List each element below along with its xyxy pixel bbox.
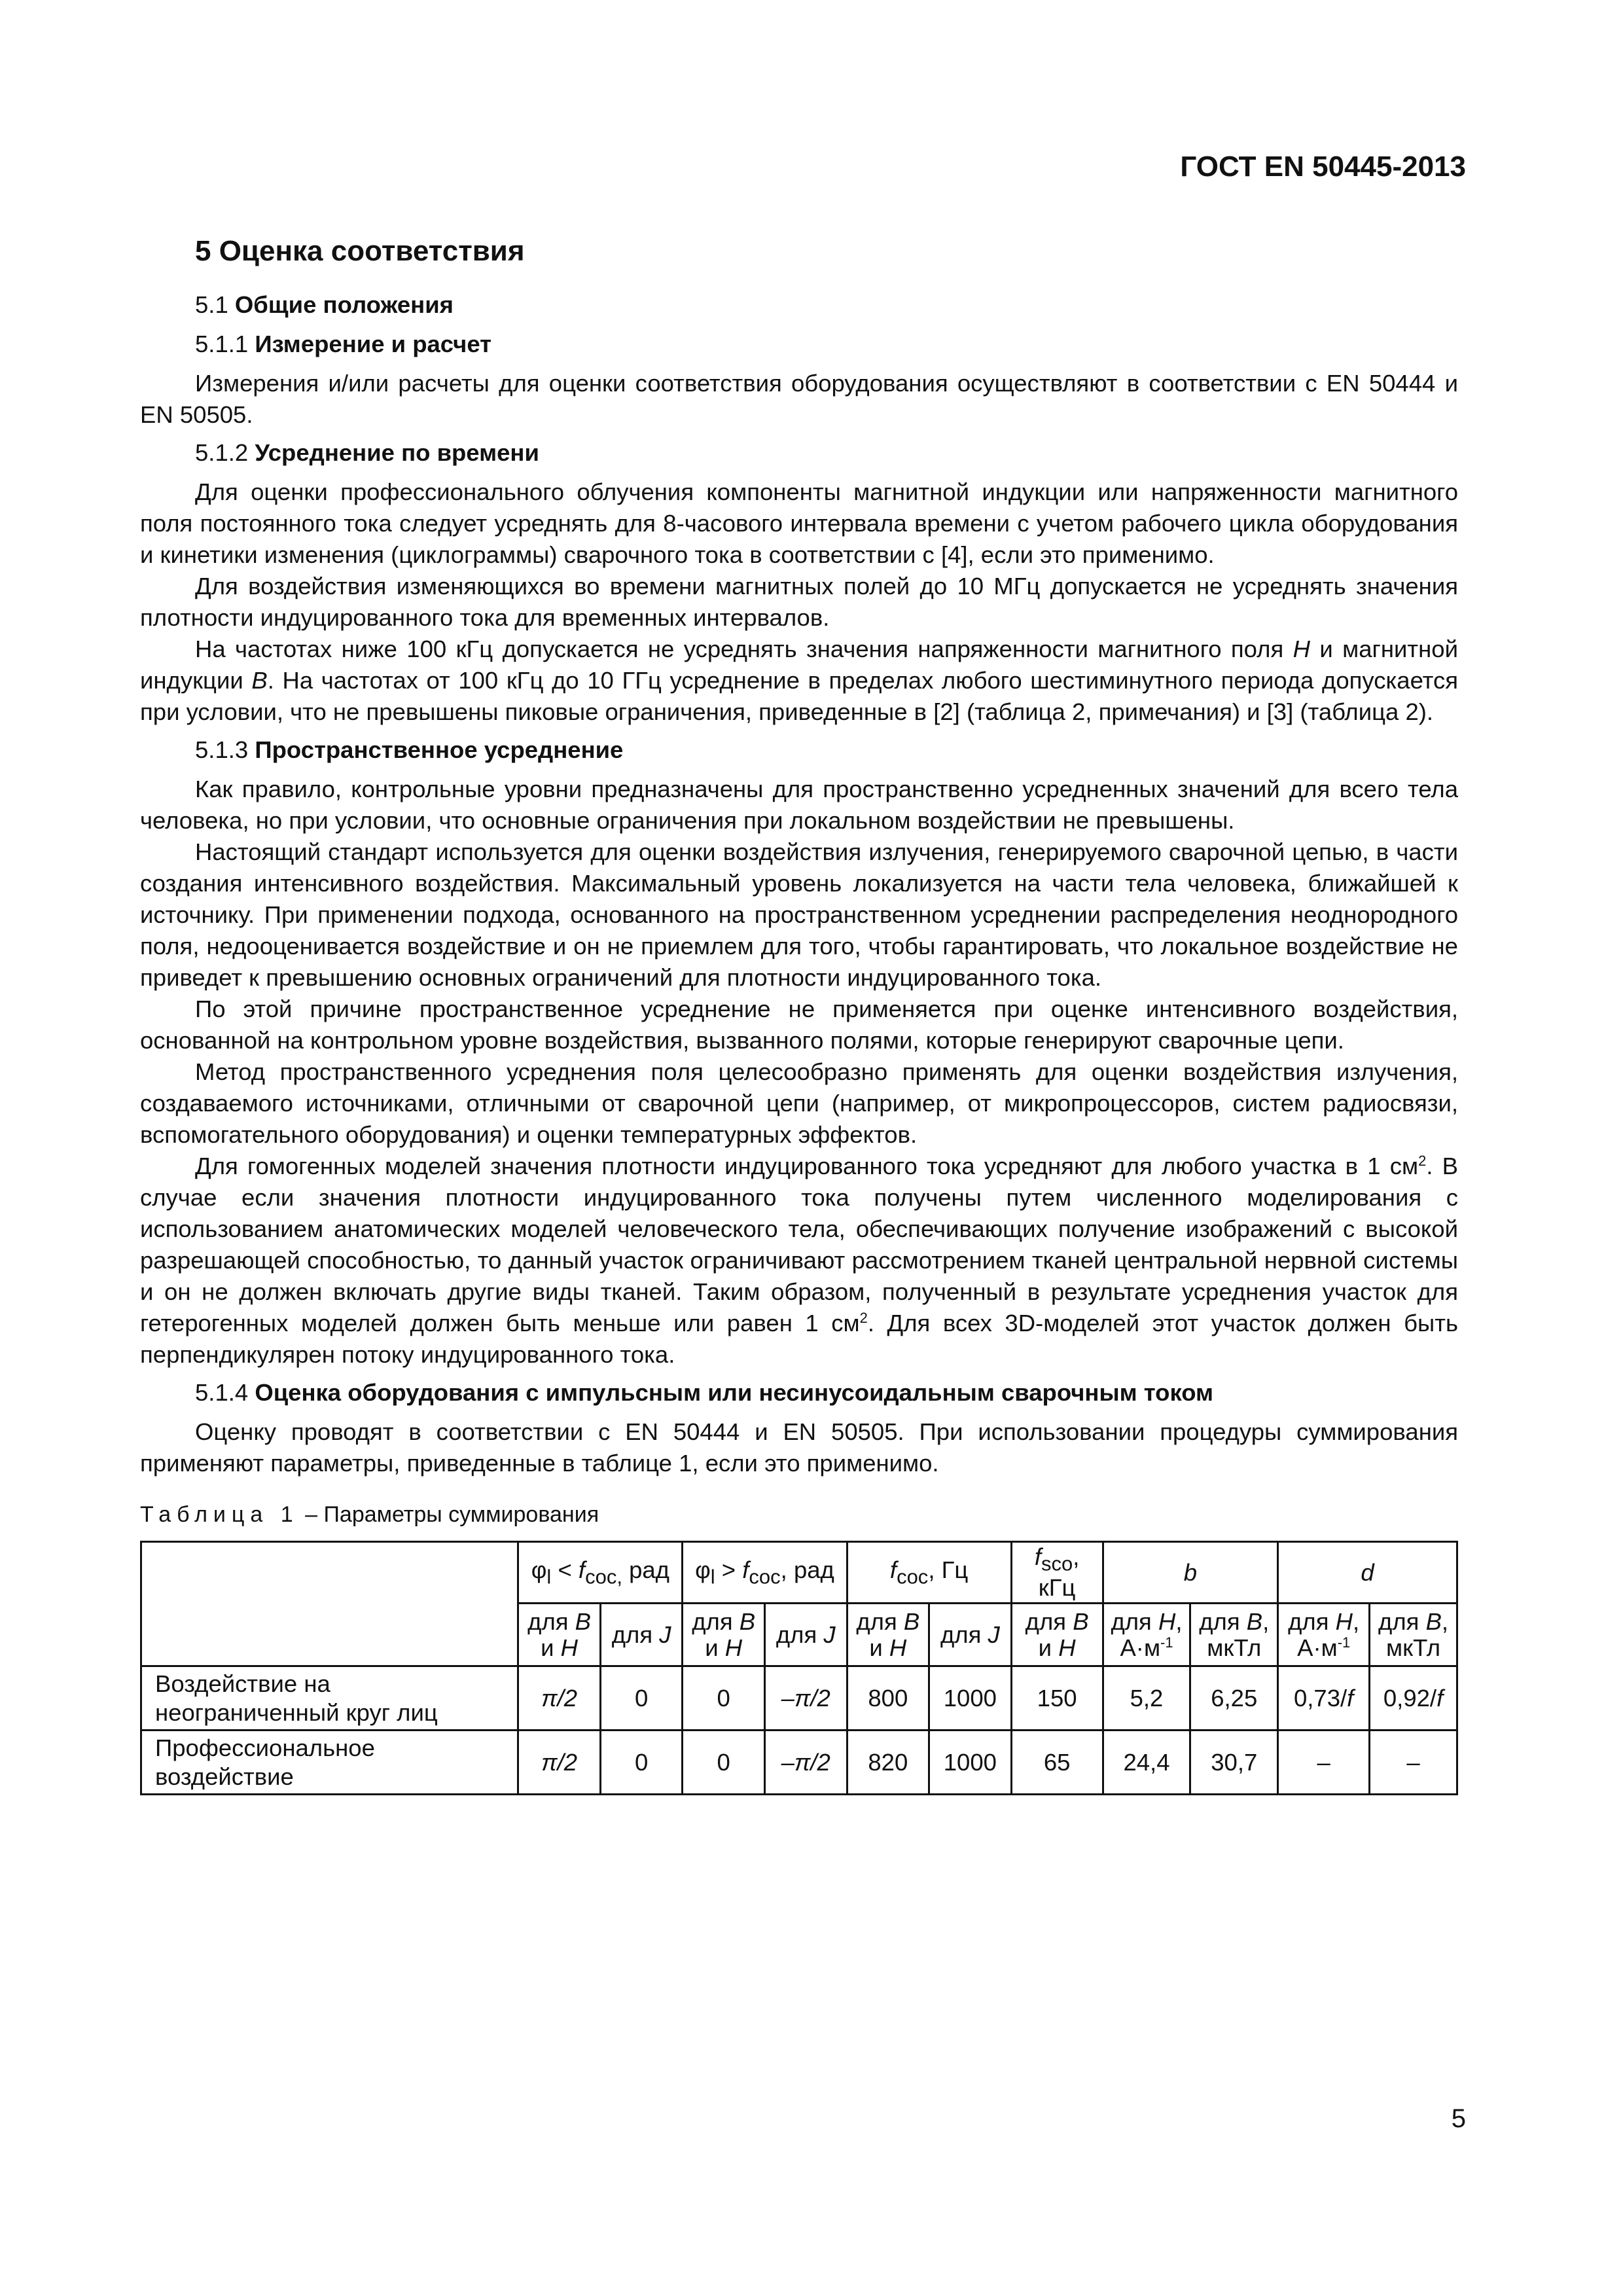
paragraph: По этой причине пространственное усреднение не применяется при оценке интенсивного воздействия, основанной на контрольном уровне воздействия, вызванного полями, которые генерируют сварочные цепи. [140, 996, 1458, 1054]
page-content [140, 226, 1458, 1795]
summation-parameters-table [140, 1541, 1458, 1795]
table-cell: 1000 [929, 1731, 1012, 1795]
table-subheader-cell: для B и H [683, 1604, 765, 1666]
paragraph: Для воздействия изменяющихся во времени магнитных полей до 10 МГц допускается не усреднять значения плотности индуцированного тока для временных интервалов. [140, 573, 1458, 631]
table-cell: 30,7 [1190, 1731, 1278, 1795]
section-5-title: 5 Оценка соответствия [195, 235, 525, 267]
table-cell: 820 [847, 1731, 929, 1795]
table-cell: 1000 [929, 1666, 1012, 1731]
table-header-cell: $\varphi_l > f_{coc}$, рад [683, 1542, 847, 1604]
table-subheader-cell: для H, $А\cdot м^{-1}$ [1278, 1604, 1370, 1666]
page-number: 5 [1451, 2104, 1466, 2133]
table-cell: –π/2 [764, 1731, 847, 1795]
table-cell: 0,73/f [1278, 1666, 1370, 1731]
table-cell: 0 [683, 1731, 765, 1795]
table-cell: –π/2 [764, 1666, 847, 1731]
paragraph: Измерения и/или расчеты для оценки соответствия оборудования осуществляют в соответствии с EN 50444 и EN 50505. [140, 370, 1458, 428]
subsection-5-1-1-heading: 5.1.1 Измерение и расчет [195, 331, 492, 357]
paragraph: На частотах ниже 100 кГц допускается не усреднять значения напряженности магнитного поля H и магнитной индукции B. На частотах от 100 кГц до 10 ГГц усреднение в пределах любого шестиминутного периода допускается при условии, что не превышены пиковые ограничения, приведенные в [2] (таблица 2, примечания) и [3] (таблица 2). [140, 636, 1458, 725]
table-header-cell: $\varphi_l < f_{coc,}$ рад [518, 1542, 683, 1604]
table-cell: 0,92/f [1370, 1666, 1457, 1731]
table-subheader-cell: для J [929, 1604, 1012, 1666]
row-label: Воздействие на неограниченный круг лиц [141, 1666, 518, 1731]
table-header-cell: $f_{coc}$, Гц [847, 1542, 1011, 1604]
table-subheader-cell: для H, $А\cdot м^{-1}$ [1103, 1604, 1190, 1666]
table-subheader-cell: для J [600, 1604, 683, 1666]
table-cell: 800 [847, 1666, 929, 1731]
subsection-5-1-heading: 5.1 Общие положения [195, 291, 454, 318]
document-code-header: ГОСТ EN 50445-2013 [1180, 151, 1466, 183]
paragraph: Метод пространственного усреднения поля целесообразно применять для оценки воздействия излучения, создаваемого источниками, отличными от сварочной цепи (например, от микропроцессоров, систем радиосвязи, вспомогательного оборудования) и оценки температурных эффектов. [140, 1058, 1458, 1148]
table-row [141, 1731, 1457, 1795]
table-cell: – [1370, 1731, 1457, 1795]
paragraph: Оценку проводят в соответствии с EN 50444 и EN 50505. При использовании процедуры суммирования применяют параметры, приведенные в таблице 1, если это применимо. [140, 1418, 1458, 1477]
table-cell: 65 [1011, 1731, 1103, 1795]
row-label: Профессиональное воздействие [141, 1731, 518, 1795]
paragraph: Для гомогенных моделей значения плотности индуцированного тока усредняют для любого участка в 1 $см^2$. В случае если значения плотности индуцированного тока получены путем численного моделирования с использованием анатомических моделей человеческого тела, обеспечивающих получение изображений с высокой разрешающей способностью, то данный участок ограничивают рассмотрением тканей центральной нервной системы и он не должен включать другие виды тканей. Таким образом, полученный в результате усреднения участок для гетерогенных моделей должен быть меньше или равен 1 $см^2$. Для всех 3D-моделей этот участок должен быть перпендикулярен потоку индуцированного тока. [140, 1152, 1458, 1368]
table-cell: π/2 [518, 1666, 601, 1731]
paragraph: Для оценки профессионального облучения компоненты магнитной индукции или напряженности магнитного поля постоянного тока следует усреднять для 8-часового интервала времени с учетом рабочего цикла оборудования и кинетики изменения (циклограммы) сварочного тока в соответствии с [4], если это применимо. [140, 478, 1458, 568]
table-cell: 0 [683, 1666, 765, 1731]
subsection-5-1-2-heading: 5.1.2 Усреднение по времени [195, 439, 539, 466]
table-cell: π/2 [518, 1731, 601, 1795]
table-cell: 24,4 [1103, 1731, 1190, 1795]
table-caption: Таблица 1 – Параметры суммирования [140, 1502, 599, 1527]
subsection-5-1-4-heading: 5.1.4 Оценка оборудования с импульсным или несинусоидальным сварочным током [195, 1379, 1214, 1406]
table-cell: 150 [1011, 1666, 1103, 1731]
table-subheader-cell: для B и H [1011, 1604, 1103, 1666]
subsection-5-1-3-heading: 5.1.3 Пространственное усреднение [195, 736, 624, 763]
table-subheader-cell: для J [764, 1604, 847, 1666]
table-row [141, 1666, 1457, 1731]
table-cell: 6,25 [1190, 1666, 1278, 1731]
table-subheader-cell: для B, мкТл [1190, 1604, 1278, 1666]
table-header-row [141, 1542, 1457, 1604]
table-header-cell: d [1278, 1542, 1457, 1604]
table-subheader-cell: для B и H [847, 1604, 929, 1666]
table-cell: 0 [600, 1731, 683, 1795]
table-subheader-cell: для B и H [518, 1604, 601, 1666]
table-subheader-cell: для B, мкТл [1370, 1604, 1457, 1666]
table-cell: 0 [600, 1666, 683, 1731]
table-header-cell: b [1103, 1542, 1278, 1604]
table-cell: 5,2 [1103, 1666, 1190, 1731]
table-cell: – [1278, 1731, 1370, 1795]
paragraph: Как правило, контрольные уровни предназначены для пространственно усредненных значений для всего тела человека, но при условии, что основные ограничения при локальном воздействии не превышены. [140, 776, 1458, 834]
table-header-cell: $f_{sco}$, кГц [1011, 1542, 1103, 1604]
paragraph: Настоящий стандарт используется для оценки воздействия излучения, генерируемого сварочной цепью, в части создания интенсивного воздействия. Максимальный уровень локализуется на части тела человека, ближайшей к источнику. При применении подхода, основанного на пространственном усреднении распределения неоднородного поля, недооценивается воздействие и он не приемлем для того, чтобы гарантировать, что локальное воздействие не приведет к превышению основных ограничений для плотности индуцированного тока. [140, 838, 1458, 991]
table-header-empty-cell [141, 1542, 518, 1666]
